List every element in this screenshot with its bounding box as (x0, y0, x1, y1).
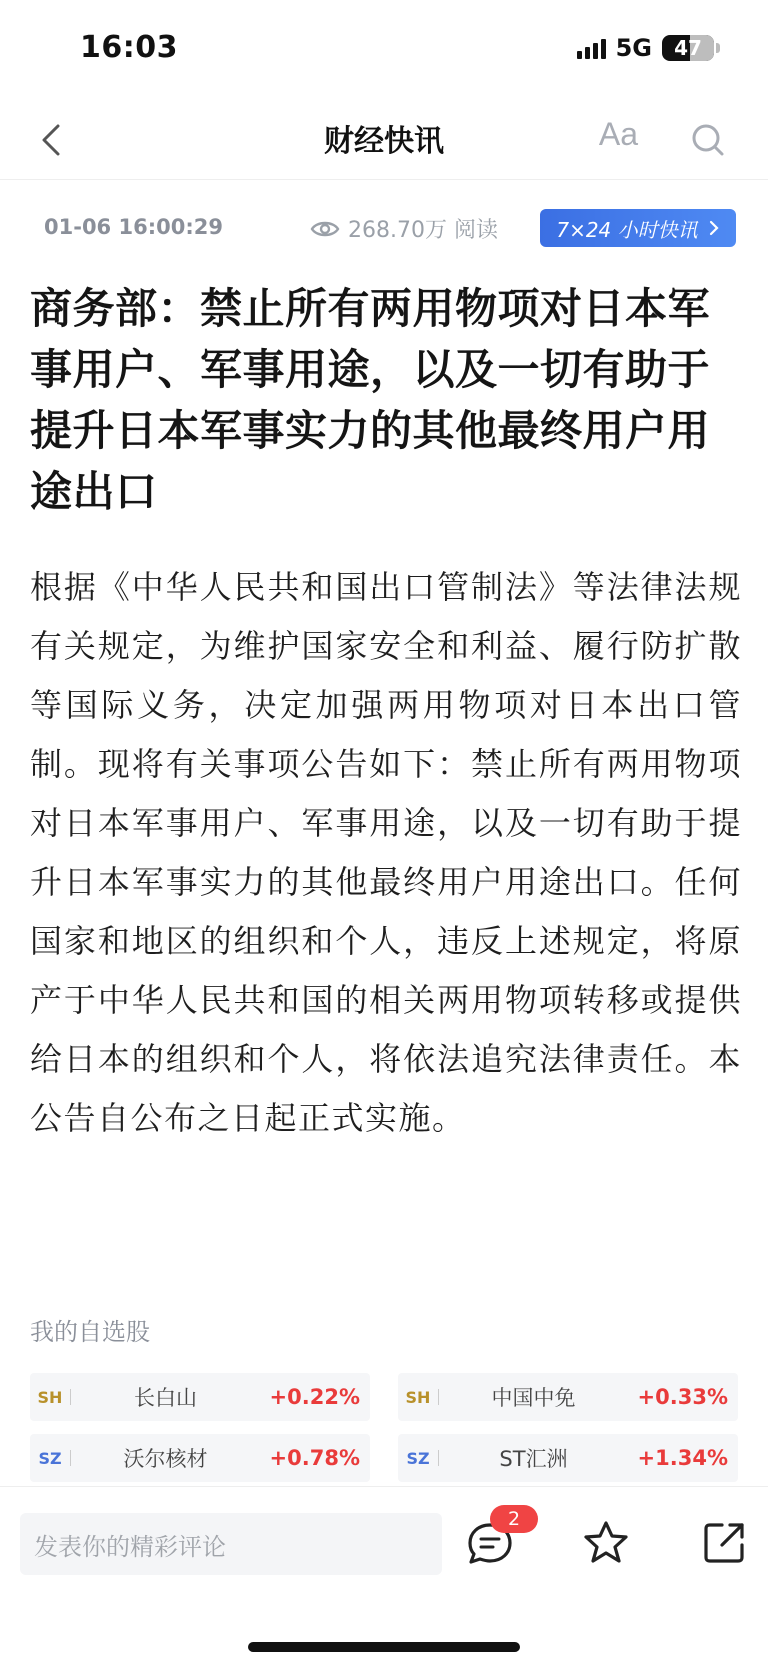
share-icon[interactable] (696, 1515, 752, 1571)
stock-name: ST汇洲 (499, 1447, 568, 1471)
stock-name: 长白山 (134, 1386, 197, 1410)
stock-name: 沃尔核材 (123, 1447, 208, 1471)
font-size-button[interactable]: Aa (598, 116, 638, 152)
bottom-bar (0, 1486, 768, 1663)
battery-icon (662, 35, 714, 61)
eye-icon (310, 218, 340, 240)
stock-item[interactable] (398, 1373, 738, 1421)
status-time: 16:03 (80, 30, 178, 65)
star-icon[interactable] (578, 1515, 634, 1571)
article-body: 根据《中华人民共和国出口管制法》等法律法规有关规定，为维护国家安全和利益、履行防扩散等国际义务，决定加强两用物项对日本出口管制。现将有关事项公告如下：禁止所有两用物项对日本军事用户、军事用途，以及一切有助于提升日本军事实力的其他最终用户用途出口。任何国家和地区的组织和个人，违反上述规定，将原产于中华人民共和国的相关两用物项转移或提供给日本的组织和个人，将依法追究法律责任。本公告自公布之日起正式实施。 (30, 568, 742, 1137)
status-indicators (577, 34, 714, 62)
exchange-code: SH (405, 1387, 431, 1407)
battery-level: 47 (674, 36, 702, 60)
nav-bar (0, 100, 768, 180)
page-title: 财经快讯 (324, 124, 444, 159)
status-bar (0, 0, 768, 100)
article-meta (0, 205, 768, 253)
search-icon[interactable] (688, 118, 728, 162)
signal-icon (577, 37, 606, 59)
stock-change: +0.22% (269, 1385, 360, 1409)
stock-change: +1.34% (637, 1446, 728, 1470)
chevron-right-icon (708, 219, 720, 237)
comment-input[interactable]: 发表你的精彩评论 (20, 1513, 442, 1575)
article-headline: 商务部：禁止所有两用物项对日本军事用户、军事用途，以及一切有助于提升日本军事实力的其他最终用户用途出口 (30, 284, 711, 516)
exchange-code: SZ (38, 1448, 62, 1468)
home-indicator (248, 1642, 520, 1652)
live-news-badge[interactable] (540, 209, 736, 247)
exchange-code: SH (37, 1387, 63, 1407)
stock-name: 中国中免 (491, 1386, 576, 1410)
stock-item[interactable] (30, 1373, 370, 1421)
publish-datetime: 01-06 16:00:29 (44, 215, 223, 239)
comment-count-badge: 2 (490, 1505, 538, 1533)
stock-item[interactable] (30, 1434, 370, 1482)
watchlist-title: 我的自选股 (30, 1318, 150, 1346)
live-news-badge-label: 7×24 小时快讯 (556, 217, 698, 242)
exchange-code: SZ (406, 1448, 430, 1468)
stock-change: +0.33% (637, 1385, 728, 1409)
view-count-text: 268.70万 阅读 (348, 218, 498, 243)
stock-item[interactable] (398, 1434, 738, 1482)
view-count (310, 213, 498, 244)
stock-change: +0.78% (269, 1446, 360, 1470)
network-type: 5G (615, 34, 652, 62)
